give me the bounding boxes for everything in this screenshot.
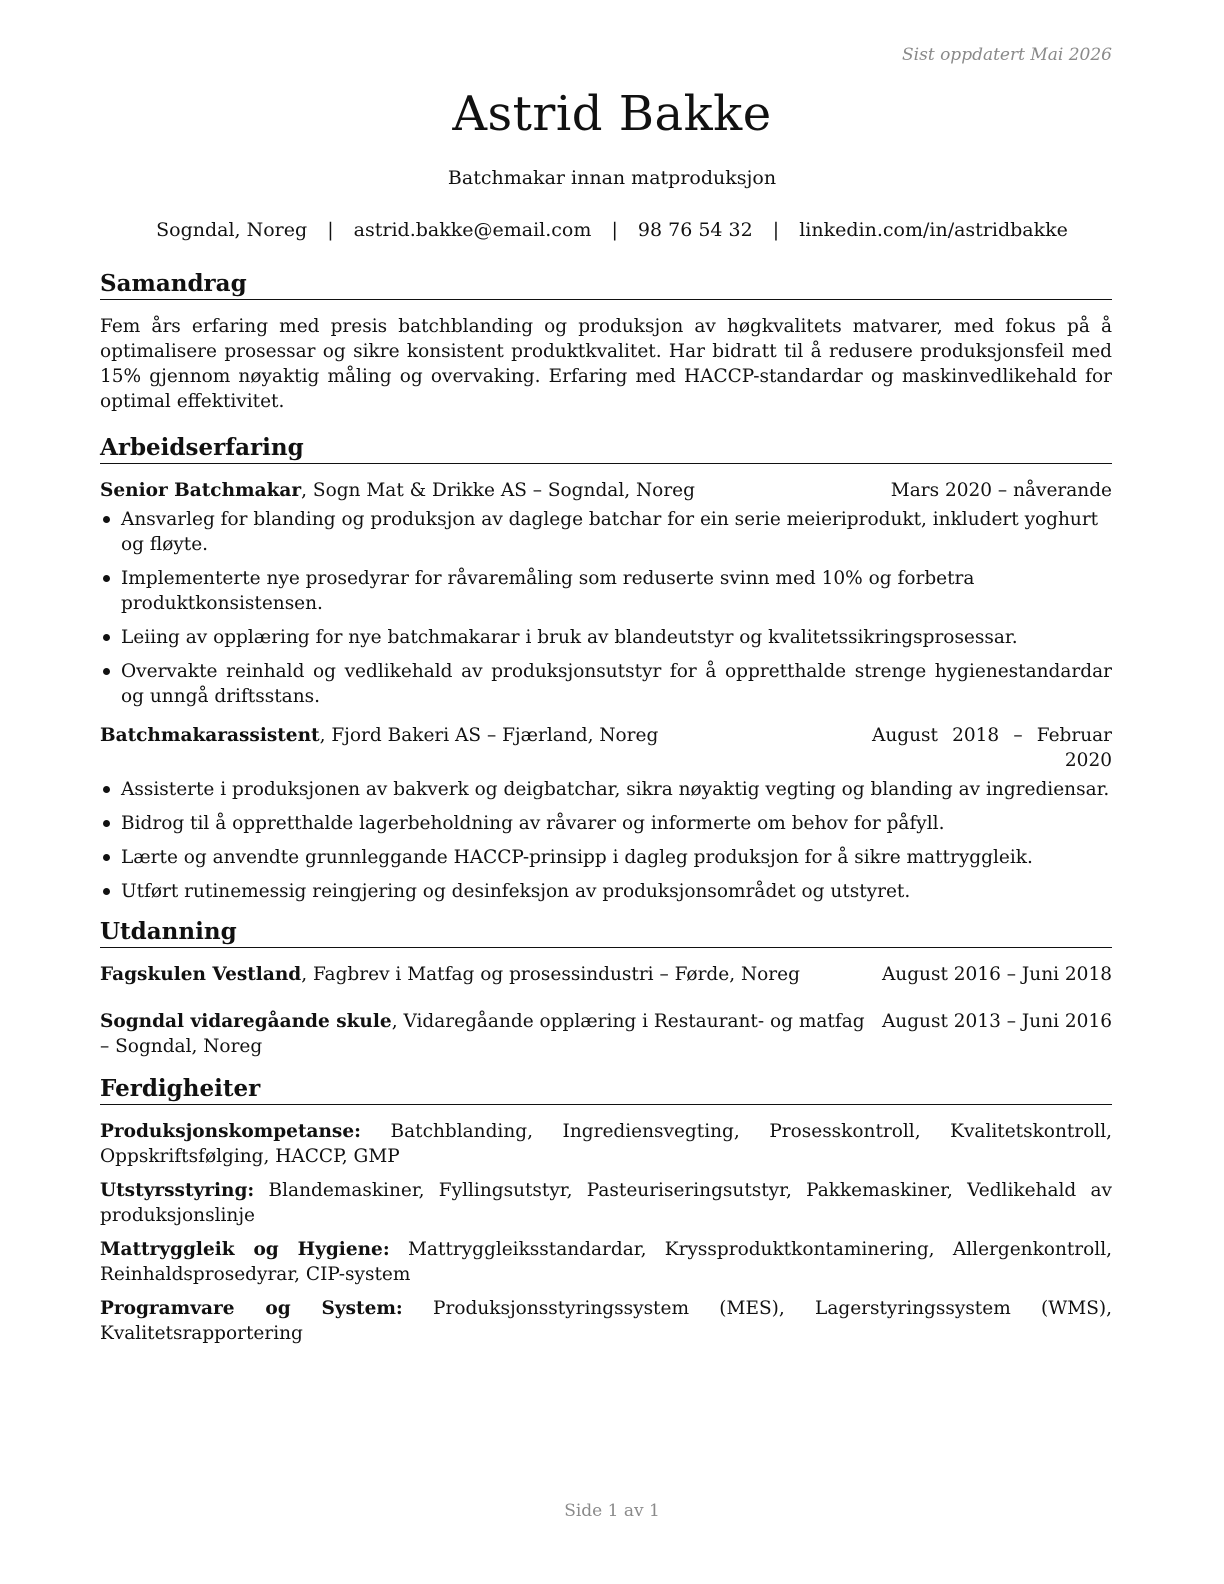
skill-value: Produksjonsstyringssystem (MES), Lagerstyringssystem (WMS), Kvalitetsrapportering [100, 1298, 1112, 1344]
education-entry [100, 1009, 1112, 1059]
job-org: , Fjord Bakeri AS – Fjærland, Noreg [319, 725, 659, 746]
job-dates: August 2018 – Februar 2020 [872, 725, 1112, 771]
job-org: , Sogn Mat & Drikke AS – Sogndal, Noreg [301, 480, 695, 501]
contact-linkedin[interactable]: linkedin.com/in/astridbakke [799, 219, 1068, 241]
job-bullet: Overvakte reinhald og vedlikehald av produksjonsutstyr for å oppretthalde strenge hygienestandardar og unngå driftsstans. [100, 659, 1112, 709]
skill-value: Batchblanding, Ingrediensvegting, Prosesskontroll, Kvalitetskontroll, Oppskriftsfølging, HACCP, GMP [100, 1121, 1112, 1167]
resume-content [100, 270, 1112, 1355]
contact-location: Sogndal, Noreg [156, 219, 308, 241]
skill-group [100, 1296, 1112, 1346]
contact-separator: | [327, 219, 334, 241]
section-heading-education: Utdanning [100, 918, 1112, 948]
job-header [100, 723, 1112, 773]
candidate-title: Batchmakar innan matproduksjon [447, 167, 777, 189]
contact-phone: 98 76 54 32 [637, 219, 753, 241]
contact-email[interactable]: astrid.bakke@email.com [353, 219, 592, 241]
education-school: Fagskulen Vestland [100, 964, 302, 985]
contact-separator: | [772, 219, 780, 241]
job-bullet: Assisterte i produksjonen av bakverk og deigbatchar, sikra nøyaktig vegting og blanding av ingrediensar. [100, 777, 1112, 802]
education-line [100, 962, 882, 987]
job-bullets [100, 777, 1112, 904]
last-updated: Sist oppdatert Mai 2026 [902, 45, 1112, 65]
skill-label: Produksjonskompetanse: [100, 1121, 361, 1142]
education-dates: August 2013 – Juni 2016 [881, 1011, 1112, 1032]
education-line [100, 1009, 882, 1059]
job-bullet: Lærte og anvendte grunnleggande HACCP-prinsipp i dagleg produksjon for å sikre mattryggleik. [100, 845, 1112, 870]
section-heading-summary: Samandrag [100, 270, 1112, 300]
education-dates: August 2016 – Juni 2018 [881, 964, 1112, 985]
job-role: Senior Batchmakar [100, 480, 302, 501]
education-detail: , Fagbrev i Matfag og prosessindustri – Førde, Noreg [301, 964, 800, 985]
skill-label: Programvare og System: [100, 1298, 403, 1319]
summary-text: Fem års erfaring med presis batchblanding og produksjon av høgkvalitets matvarer, med fokus på å optimalisere prosessar og sikre konsistent produktkvalitet. Har bidratt til å redusere produksjonsfeil med 15% gjennom nøyaktig måling og overvaking. Erfaring med HACCP-standardar og maskinvedlikehald for optimal effektivitet. [100, 316, 1112, 412]
job-role: Batchmakarassistent [100, 725, 320, 746]
job-bullet: Ansvarleg for blanding og produksjon av daglege batchar for ein serie meieriprodukt, inkludert yoghurt og fløyte. [100, 507, 1112, 557]
page-footer: Side 1 av 1 [564, 1501, 660, 1521]
job-bullet: Implementerte nye prosedyrar for råvaremåling som reduserte svinn med 10% og forbetra produktkonsistensen. [100, 566, 1112, 616]
job-header [100, 478, 1112, 503]
job-bullets [100, 507, 1112, 709]
job-title-line [100, 478, 891, 503]
job-bullet: Utført rutinemessig reingjering og desinfeksjon av produksjonsområdet og utstyret. [100, 879, 1112, 904]
contact-separator: | [611, 219, 618, 241]
job-bullet: Leiing av opplæring for nye batchmakarar i bruk av blandeutstyr og kvalitetssikringsprosessar. [100, 625, 1112, 650]
education-school: Sogndal vidaregåande skule [100, 1011, 392, 1032]
job-entry [100, 478, 1112, 709]
section-heading-skills: Ferdigheiter [100, 1075, 1112, 1105]
skill-label: Mattryggleik og Hygiene: [100, 1239, 390, 1260]
education-detail: , Vidaregåande opplæring i Restaurant- og matfag – Sogndal, Noreg [100, 1011, 865, 1057]
skill-label: Utstyrsstyring: [100, 1180, 255, 1201]
skill-value: Blandemaskiner, Fyllingsutstyr, Pasteuriseringsutstyr, Pakkemaskiner, Vedlikehald av produksjonslinje [100, 1180, 1112, 1226]
skill-group [100, 1119, 1112, 1169]
job-dates: Mars 2020 – nåverande [890, 480, 1112, 501]
skill-group [100, 1237, 1112, 1287]
contact-line [0, 219, 1224, 241]
job-entry [100, 723, 1112, 904]
job-title-line [100, 723, 872, 748]
education-entry [100, 962, 1112, 987]
skill-group [100, 1178, 1112, 1228]
job-bullet: Bidrog til å oppretthalde lagerbeholdning av råvarer og informerte om behov for påfyll. [100, 811, 1112, 836]
skill-value: Mattryggleiksstandardar, Kryssproduktkontaminering, Allergenkontroll, Reinhaldsprosedyrar, CIP-system [100, 1239, 1112, 1285]
section-heading-experience: Arbeidserfaring [100, 434, 1112, 464]
candidate-name: Astrid Bakke [452, 86, 772, 142]
